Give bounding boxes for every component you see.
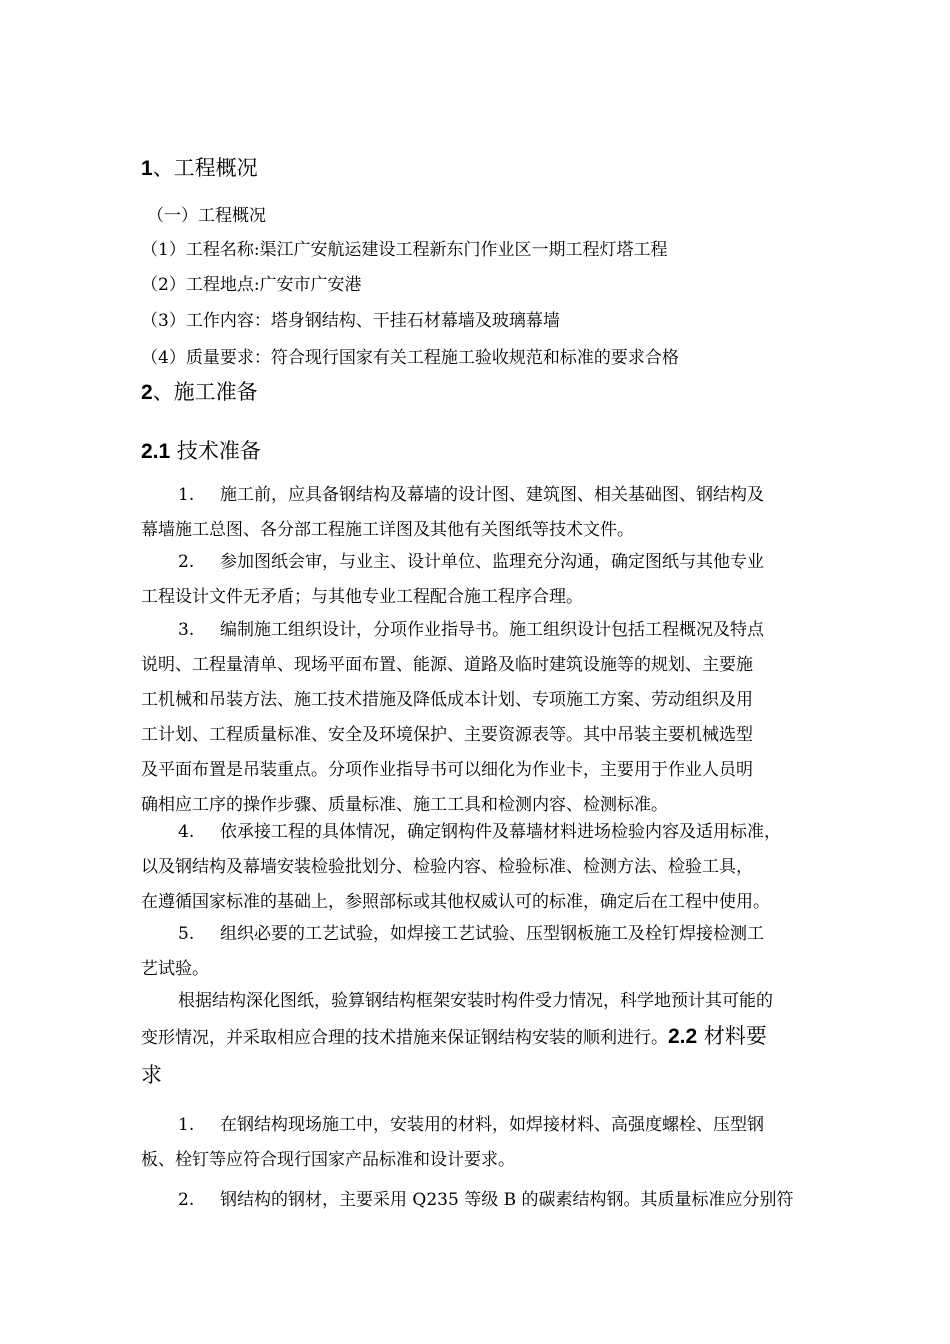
overview-subheading: （一）工程概况 xyxy=(147,206,266,226)
material-item-1 xyxy=(141,1108,853,1178)
tech-item-4-line-3: 在遵循国家标准的基础上，参照部标或其他权威认可的标准，确定后在工程中使用。 xyxy=(141,892,770,912)
overview-item-3: （3）工作内容：塔身钢结构、干挂石材幕墙及玻璃幕墙 xyxy=(141,311,560,331)
tech-item-5 xyxy=(141,917,853,987)
tech-item-2-number: 2. xyxy=(178,552,195,572)
overview-item-4: （4）质量要求：符合现行国家有关工程施工验收规范和标准的要求合格 xyxy=(141,348,679,368)
tech-item-1-number: 1. xyxy=(178,485,195,505)
material-item-2 xyxy=(141,1183,853,1218)
tech-item-1-line-2: 幕墙施工总图、各分部工程施工详图及其他有关图纸等技术文件。 xyxy=(141,520,634,540)
tech-item-3-line-6: 确相应工序的操作步骤、质量标准、施工工具和检测内容、检测标准。 xyxy=(141,795,668,815)
tech-item-4-line-2: 以及钢结构及幕墙安装检验批划分、检验内容、检验标准、检测方法、检验工具， xyxy=(141,857,753,877)
tech-item-3 xyxy=(141,613,853,823)
tech-item-3-line-2: 说明、工程量清单、现场平面布置、能源、道路及临时建筑设施等的规划、主要施 xyxy=(141,655,753,675)
tech-item-3-line-4: 工计划、工程质量标准、安全及环境保护、主要资源表等。其中吊装主要机械选型 xyxy=(141,725,753,745)
section-2-2-title-part-1: 材料要 xyxy=(703,1024,767,1048)
section-2-1-heading xyxy=(141,435,261,465)
tech-item-3-line-1: 编制施工组织设计，分项作业指导书。施工组织设计包括工程概况及特点 xyxy=(220,620,764,640)
calc-line-2: 变形情况，并采取相应合理的技术措施来保证钢结构安装的顺利进行。 xyxy=(141,1028,668,1048)
calc-line-2-wrap xyxy=(141,1019,853,1056)
tech-item-3-line-5: 及平面布置是吊装重点。分项作业指导书可以细化为作业卡，主要用于作业人员明 xyxy=(141,760,753,780)
material-item-1-number: 1. xyxy=(178,1115,195,1135)
section-2-2-heading xyxy=(668,1024,767,1048)
overview-item-2: （2）工程地点:广安市广安港 xyxy=(141,275,362,295)
section-2-heading xyxy=(141,376,258,406)
section-2-1-number: 2.1 xyxy=(141,440,171,463)
material-item-2-line-1: 钢结构的钢材，主要采用 Q235 等级 B 的碳素结构钢。其质量标准应分别符 xyxy=(220,1190,794,1210)
tech-item-1 xyxy=(141,478,853,548)
tech-item-4 xyxy=(141,815,853,920)
tech-item-4-line-1: 依承接工程的具体情况，确定钢构件及幕墙材料进场检验内容及适用标准， xyxy=(220,822,781,842)
overview-item-1: （1）工程名称:渠江广安航运建设工程新东门作业区一期工程灯塔工程 xyxy=(141,240,668,260)
tech-item-4-number: 4. xyxy=(178,822,195,842)
tech-item-5-line-1: 组织必要的工艺试验，如焊接工艺试验、压型钢板施工及栓钉焊接检测工 xyxy=(220,924,764,944)
calc-paragraph xyxy=(141,984,853,1094)
tech-item-2-line-1: 参加图纸会审，与业主、设计单位、监理充分沟通，确定图纸与其他专业 xyxy=(220,552,764,572)
material-item-2-number: 2. xyxy=(178,1190,195,1210)
section-2-number: 2 xyxy=(141,381,153,404)
tech-item-5-line-2: 艺试验。 xyxy=(141,959,209,979)
calc-line-1: 根据结构深化图纸，验算钢结构框架安装时构件受力情况，科学地预计其可能的 xyxy=(178,991,773,1011)
section-2-2-number: 2.2 xyxy=(668,1025,698,1048)
section-1-title: 、工程概况 xyxy=(152,156,258,180)
tech-item-3-number: 3. xyxy=(178,620,195,640)
section-1-heading xyxy=(141,152,258,182)
section-2-title: 、施工准备 xyxy=(152,380,258,404)
tech-item-1-line-1: 施工前，应具备钢结构及幕墙的设计图、建筑图、相关基础图、钢结构及 xyxy=(220,485,764,505)
material-item-1-line-2: 板、栓钉等应符合现行国家产品标准和设计要求。 xyxy=(141,1150,515,1170)
section-2-2-title-part-2: 求 xyxy=(141,1063,162,1087)
tech-item-2 xyxy=(141,545,853,615)
tech-item-2-line-2: 工程设计文件无矛盾；与其他专业工程配合施工程序合理。 xyxy=(141,587,583,607)
material-item-1-line-1: 在钢结构现场施工中，安装用的材料，如焊接材料、高强度螺栓、压型钢 xyxy=(220,1115,764,1135)
tech-item-3-line-3: 工机械和吊装方法、施工技术措施及降低成本计划、专项施工方案、劳动组织及用 xyxy=(141,690,753,710)
tech-item-5-number: 5. xyxy=(178,924,195,944)
section-1-number: 1 xyxy=(141,157,153,180)
section-2-1-title: 技术准备 xyxy=(176,439,261,463)
